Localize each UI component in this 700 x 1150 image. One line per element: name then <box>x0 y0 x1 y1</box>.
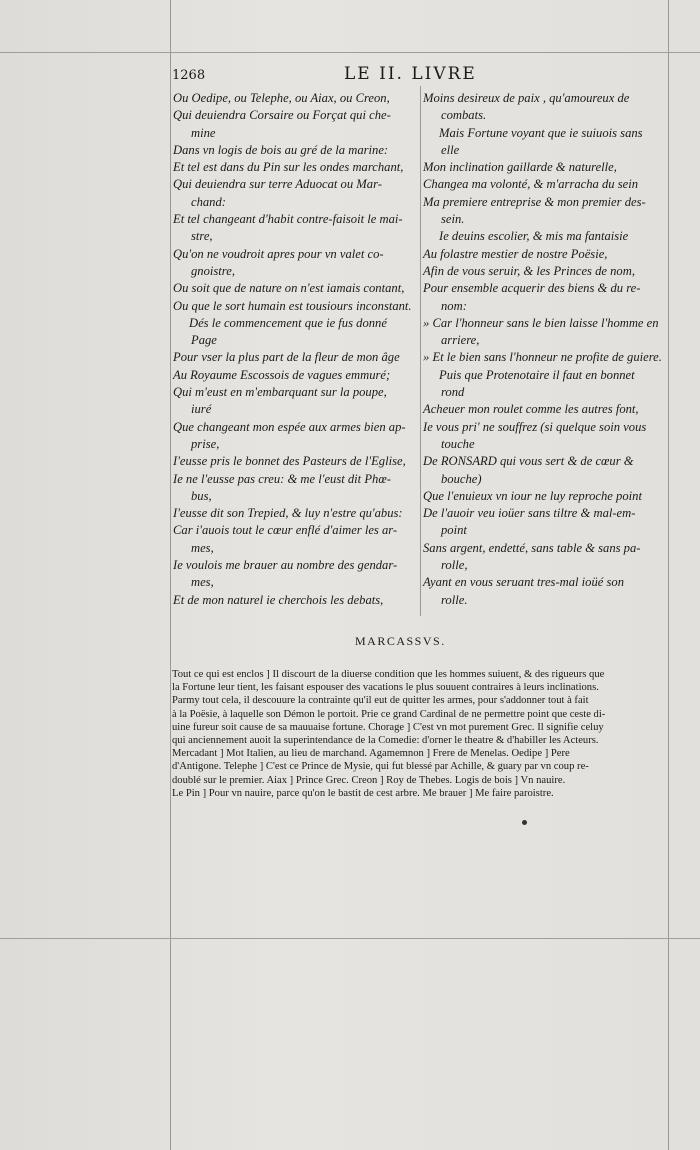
verse-line: Qui deuiendra sur terre Aduocat ou Mar- <box>173 177 382 192</box>
verse-line: sein. <box>441 212 465 227</box>
verse-line: Qui m'eust en m'embarquant sur la poupe, <box>173 385 387 400</box>
verse-line: Qu'on ne voudroit apres pour vn valet co- <box>173 246 384 261</box>
verse-line: Ou Oedipe, ou Telephe, ou Aiax, ou Creon, <box>173 91 390 105</box>
verse-line: Pour ensemble acquerir des biens & du re- <box>423 281 641 296</box>
verse-line: nom: <box>441 298 467 313</box>
verse-line: Que changeant mon espée aux armes bien ap- <box>173 419 406 434</box>
verse-line: Acheuer mon roulet comme les autres font, <box>423 402 639 417</box>
verse-line: Ou soit que de nature on n'est iamais contant, <box>173 281 405 296</box>
verse-line: Ie deuins escolier, & mis ma fantaisie <box>439 229 629 244</box>
poem-right-column <box>423 90 663 609</box>
right-margin-rule <box>668 0 669 1150</box>
commentary-notes <box>172 668 660 800</box>
verse-line: Sans argent, endetté, sans table & sans pa- <box>423 540 641 555</box>
note-line: uine fureur soit cause de sa mauuaise fortune. Chorage ] C'est vn mot purement Grec. Il signifie celuy <box>172 721 604 733</box>
note-line: Parmy tout cela, il descouure la contrainte qu'il eut de quitter les armes, pour s'addonner tout à fait <box>172 695 589 707</box>
verse-line: Ma premiere entreprise & mon premier des- <box>423 194 646 209</box>
verse-line: iuré <box>191 402 212 417</box>
verse-line: I'eusse dit son Trepied, & luy n'estre qu'abus: <box>173 506 403 521</box>
verse-line: mine <box>191 125 216 140</box>
verse-line: » Et le bien sans l'honneur ne profite de guiere. <box>423 350 662 365</box>
verse-line: Moins desireux de paix , qu'amoureux de <box>423 91 630 105</box>
top-margin-rule <box>0 52 700 53</box>
commentator-heading: MARCASSVS. <box>355 634 446 648</box>
verse-line: Dés le commencement que ie fus donné <box>189 315 387 330</box>
verse-line: bouche) <box>441 471 482 486</box>
verse-line: elle <box>441 142 460 157</box>
running-head: LE II. LIVRE <box>344 64 477 84</box>
verse-line: Mais Fortune voyant que ie suiuois sans <box>439 125 643 140</box>
verse-line: stre, <box>191 229 213 244</box>
verse-line: Puis que Protenotaire il faut en bonnet <box>439 367 635 382</box>
verse-line: combats. <box>441 108 487 123</box>
verse-line: rolle. <box>441 592 468 607</box>
verse-line: arriere, <box>441 333 480 348</box>
verse-line: I'eusse pris le bonnet des Pasteurs de l'Eglise, <box>173 454 406 469</box>
note-line: Mercadant ] Mot Italien, au lieu de marchand. Agamemnon ] Frere de Menelas. Oedipe ] Pere <box>172 748 570 760</box>
verse-line: mes, <box>191 575 214 590</box>
verse-line: Qui deuiendra Corsaire ou Forçat qui che- <box>173 108 391 123</box>
verse-line: Ie ne l'eusse pas creu: & me l'eust dit Phœ- <box>173 471 391 486</box>
verse-line: Et tel est dans du Pin sur les ondes marchant, <box>173 160 404 175</box>
verse-line: Au folastre mestier de nostre Poësie, <box>423 246 608 261</box>
page-number: 1268 <box>172 68 206 83</box>
note-line: d'Antigone. Telephe ] C'est ce Prince de Mysie, qui fut blessé par Achille, & guary par vn coup re- <box>172 761 589 773</box>
verse-line: Ie vous pri' ne souffrez (si quelque soin vous <box>423 419 647 434</box>
verse-line: De l'auoir veu ioüer sans tiltre & mal-em- <box>423 506 636 521</box>
verse-line: Que l'enuieux vn iour ne luy reproche point <box>423 488 642 503</box>
verse-line: Car i'auois tout le cœur enflé d'aimer les ar- <box>173 523 398 538</box>
verse-line: Ayant en vous seruant tres-mal ioüé son <box>423 575 625 590</box>
verse-line: Mon inclination gaillarde & naturelle, <box>423 160 617 175</box>
poem-left-column <box>173 90 421 609</box>
verse-line: chand: <box>191 194 226 209</box>
verse-line: Ou que le sort humain est tousiours inconstant. <box>173 298 412 313</box>
verse-line: point <box>441 523 467 538</box>
verse-line: Et de mon naturel ie cherchois les debats, <box>173 592 384 607</box>
note-line: Le Pin ] Pour vn nauire, parce qu'on le bastit de cest arbre. Me brauer ] Me faire paroistre. <box>172 787 554 799</box>
verse-line: Afin de vous seruir, & les Princes de nom, <box>423 263 635 278</box>
verse-line: mes, <box>191 540 214 555</box>
note-line: qui anciennement auoit la superintendance de la Comedie: d'orner le theatre & d'habiller les Acteurs. <box>172 735 599 747</box>
note-line: Tout ce qui est enclos ] Il discourt de la diuerse condition que les hommes suiuent, & des rigueurs que <box>172 669 605 680</box>
note-line: à la Poësie, à laquelle son Démon le portoit. Prie ce grand Cardinal de ne permettre point que ceste di- <box>172 708 606 720</box>
verse-line: Dans vn logis de bois au gré de la marine: <box>173 142 389 157</box>
verse-line: Ie voulois me brauer au nombre des gendar- <box>173 558 398 573</box>
verse-line: touche <box>441 436 475 451</box>
verse-line: prise, <box>191 436 220 451</box>
verse-line: rolle, <box>441 558 468 573</box>
verse-line: gnoistre, <box>191 263 235 278</box>
bottom-margin-rule <box>0 938 700 939</box>
verse-line: rond <box>441 385 465 400</box>
note-line: la Fortune leur tient, les faisant espouser des vacations le plus souuent contraires à leurs inclinations. <box>172 682 599 694</box>
verse-line: Page <box>191 333 217 348</box>
verse-line: Et tel changeant d'habit contre-faisoit le mai- <box>173 212 403 227</box>
ink-spot <box>522 820 527 825</box>
note-line: doublé sur le premier. Aiax ] Prince Grec. Creon ] Roy de Thebes. Logis de bois ] Vn nauire. <box>172 774 566 786</box>
verse-line: De RONSARD qui vous sert & de cœur & <box>423 454 634 469</box>
verse-line: Au Royaume Escossois de vagues emmuré; <box>173 367 391 382</box>
verse-line: Pour vser la plus part de la fleur de mon âge <box>173 350 400 365</box>
verse-line: bus, <box>191 488 212 503</box>
verse-line: Changea ma volonté, & m'arracha du sein <box>423 177 639 192</box>
verse-line: » Car l'honneur sans le bien laisse l'homme en <box>423 315 659 330</box>
left-margin-rule <box>170 0 171 1150</box>
